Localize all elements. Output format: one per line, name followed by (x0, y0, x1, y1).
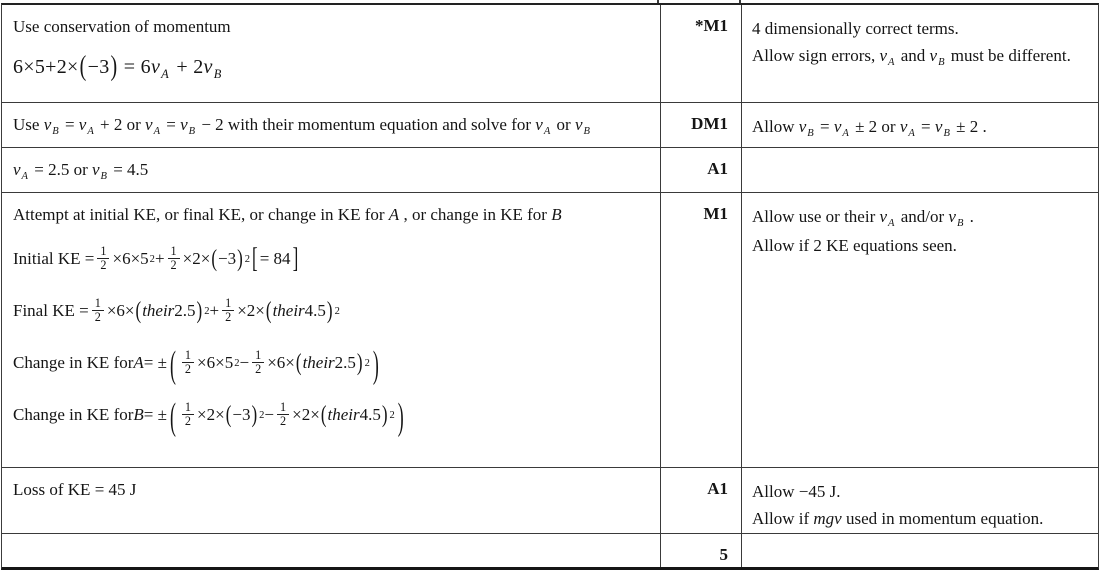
fraction (277, 401, 289, 429)
fraction (182, 401, 194, 429)
math-italic: v (798, 117, 807, 136)
fraction-numerator: 1 (100, 243, 107, 258)
working-line: Attempt at initial KE, or final KE, or change in KE for A , or change in KE for B (13, 205, 562, 224)
fraction-numerator: 1 (184, 347, 192, 362)
working-line: Use conservation of momentum (13, 17, 231, 36)
math-italic: A (388, 205, 400, 224)
fraction-numerator: 1 (225, 295, 232, 310)
mark-cell (660, 103, 742, 147)
math-subscript: A (543, 126, 551, 138)
math-superscript: 2 (259, 409, 265, 421)
paren: ) (110, 51, 118, 83)
mark-label: 5 (719, 545, 728, 564)
table-row-velocity-values (2, 147, 1098, 192)
guidance-line: 4 dimensionally correct terms. (752, 19, 959, 38)
fraction-denominator: 2 (252, 362, 264, 377)
bracket: [ (252, 242, 258, 275)
table-row-total (2, 533, 1098, 567)
fraction-denominator: 2 (92, 310, 104, 325)
working-cell (2, 103, 660, 147)
paren: ) (251, 401, 258, 428)
fraction-numerator: 1 (255, 347, 262, 362)
paren: ( (225, 401, 232, 428)
math-superscript: 2 (149, 253, 155, 265)
math-italic: v (948, 207, 956, 226)
math-italic: v (899, 117, 908, 136)
guidance-cell (742, 148, 1098, 192)
math-subscript: B (52, 126, 59, 138)
fraction-denominator: 2 (277, 414, 289, 429)
math-subscript: B (956, 218, 964, 230)
math-subscript: A (888, 57, 895, 69)
paren: ( (295, 349, 302, 376)
working-line: Initial KE = $\frac{1}{2}$ ×6×5 2 + $\frac{1}{2}$ ×2× ( −3 ) 2 [ = 84 ] (13, 237, 652, 283)
guidance-line: Allow $v_B = v_A \pm 2$ or $v_A = v_B \pm 2$ . (752, 117, 987, 140)
paren: ( (79, 51, 87, 83)
paren: ) (196, 297, 203, 324)
math-italic: mgv (813, 508, 842, 528)
math-subscript: B (100, 171, 107, 183)
guidance-cell (742, 534, 1098, 567)
math-subscript: B (583, 126, 590, 138)
fraction (97, 245, 109, 273)
working-cell (2, 5, 660, 102)
math-italic: B (133, 405, 144, 425)
paren: ) (356, 349, 363, 376)
big-paren: ) (397, 394, 404, 438)
bracket: ] (292, 242, 299, 275)
math-italic: v (833, 117, 842, 136)
math-subscript: A (153, 126, 160, 138)
paren: ) (381, 401, 388, 428)
big-paren: ( (169, 342, 176, 386)
working-cell (2, 534, 660, 567)
table-row-loss-of-ke (2, 467, 1098, 533)
paren: ( (265, 297, 272, 324)
fraction-denominator: 2 (182, 414, 194, 429)
math-italic: their (142, 301, 175, 321)
math-italic: v (929, 45, 938, 65)
guidance-cell (742, 468, 1098, 533)
math-italic: v (150, 55, 161, 78)
math-italic: v (180, 115, 188, 134)
fraction (168, 245, 180, 273)
mark-label: A1 (707, 479, 728, 498)
mark-scheme-table (1, 3, 1099, 570)
paren: ( (320, 401, 327, 428)
math-italic: v (535, 115, 543, 134)
guidance-line: Allow if mgv used in momentum equation. (752, 508, 1044, 528)
guidance-line: Allow if 2 KE equations seen. (752, 235, 957, 255)
fraction-denominator: 2 (168, 258, 180, 273)
table-row-solve-velocities (2, 102, 1098, 147)
math-italic: v (91, 160, 100, 179)
fraction (92, 297, 104, 325)
paren: ( (135, 297, 142, 324)
math-italic: A (133, 353, 144, 373)
guidance-line: Allow −45 J. (752, 482, 841, 501)
math-italic: B (551, 205, 562, 224)
math-superscript: 2 (364, 357, 370, 369)
math-subscript: B (188, 126, 196, 138)
mark-cell (660, 148, 742, 192)
math-italic: their (272, 301, 305, 321)
math-subscript: A (161, 66, 170, 81)
math-superscript: 2 (204, 305, 210, 317)
math-italic: their (302, 353, 335, 373)
mark-label: *M1 (694, 16, 728, 35)
guidance-line: Allow sign errors, $v_A$ and $v_B$ must be different. (752, 45, 1071, 69)
fraction-numerator: 1 (280, 399, 287, 414)
guidance-line: Allow use or their $v_A$ and/or $v_B$ . (752, 207, 974, 230)
mark-label: M1 (703, 204, 728, 223)
math-italic: v (203, 55, 213, 78)
working-line: $6\times 5+2\times(-3) = 6v_A + 2v_B$ (13, 54, 652, 83)
math-italic: v (13, 160, 21, 179)
guidance-cell (742, 5, 1098, 102)
math-subscript: B (943, 128, 950, 140)
math-subscript: B (807, 128, 814, 140)
working-cell (2, 148, 660, 192)
fraction (252, 349, 264, 377)
fraction-denominator: 2 (182, 362, 194, 377)
mark-cell (660, 193, 742, 467)
paren: ) (326, 297, 333, 324)
math-superscript: 2 (334, 305, 340, 317)
working-line: $v_A = 2.5$ or $v_B = 4.5$ (13, 160, 149, 183)
mark-label: A1 (707, 159, 728, 178)
fraction-denominator: 2 (97, 258, 109, 273)
math-subscript: A (908, 128, 915, 140)
working-line: Use $v_B = v_A + 2$ or $v_A = v_B - 2$ with their momentum equation and solve for $v_A$ or $v_B$ (13, 115, 590, 138)
mark-cell (660, 5, 742, 102)
working-line: Final KE = $\frac{1}{2}$ ×6× ( their 2.5 ) 2 + $\frac{1}{2}$ ×2× ( their 4.5 ) 2 (13, 289, 652, 335)
math-italic: v (78, 115, 87, 134)
math-superscript: 2 (389, 409, 395, 421)
mark-cell (660, 534, 742, 567)
math-subscript: A (888, 218, 895, 230)
math-superscript: 2 (244, 253, 251, 265)
math-italic: v (879, 45, 888, 65)
fraction-numerator: 1 (170, 243, 177, 258)
math-subscript: A (87, 126, 94, 138)
working-line: Change in KE for B = ± ( $\frac{1}{2}$ ×2× ( −3 ) 2 − $\frac{1}{2}$ ×2× ( their 4.5 ) 2 ) (13, 393, 652, 439)
guidance-cell (742, 103, 1098, 147)
paren: ( (211, 245, 218, 272)
math-subscript: B (938, 57, 945, 69)
math-subscript: B (213, 66, 222, 81)
math-italic: v (43, 115, 52, 134)
mark-cell (660, 468, 742, 533)
fraction-numerator: 1 (184, 399, 192, 414)
working-line: Loss of KE = 45 J (13, 480, 137, 499)
big-paren: ) (372, 342, 379, 386)
fraction-numerator: 1 (94, 295, 101, 310)
mark-label: DM1 (691, 114, 728, 133)
fraction-denominator: 2 (222, 310, 234, 325)
fraction (222, 297, 234, 325)
big-paren: ( (169, 394, 176, 438)
fraction (182, 349, 194, 377)
math-subscript: A (21, 171, 28, 183)
math-italic: v (934, 117, 943, 136)
table-row-kinetic-energy (2, 192, 1098, 467)
math-italic: v (879, 207, 888, 226)
working-cell (2, 468, 660, 533)
guidance-cell (742, 193, 1098, 467)
math-italic: v (574, 115, 583, 134)
math-italic: their (327, 405, 360, 425)
working-cell (2, 193, 660, 467)
math-subscript: A (842, 128, 849, 140)
working-line: Change in KE for A = ± ( $\frac{1}{2}$ ×6×5 2 − $\frac{1}{2}$ ×6× ( their 2.5 ) 2 ) (13, 341, 652, 387)
paren: ) (237, 245, 243, 272)
math-italic: v (145, 115, 153, 134)
math-superscript: 2 (234, 357, 240, 369)
table-row-momentum-equation (2, 5, 1098, 102)
